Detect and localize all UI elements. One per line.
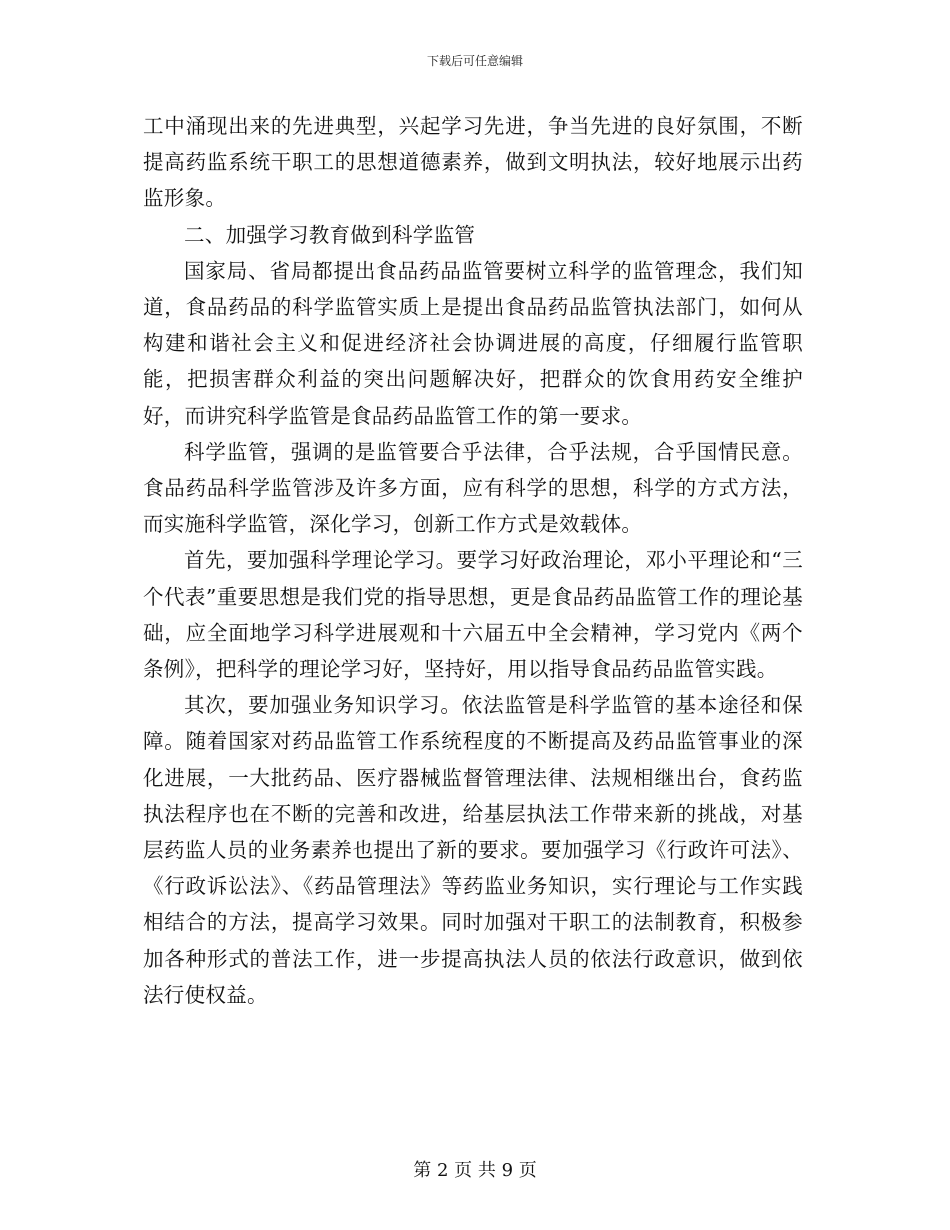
paragraph: 其次，要加强业务知识学习。依法监管是科学监管的基本途径和保障。随着国家对药品监管工作系统程度的不断提高及药品监管事业的深化进展，一大批药品、医疗器械监督管理法律、法规相继出台，食药监执法程序也在不断的完善和改进，给基层执法工作带来新的挑战，对基层药监人员的业务素养也提出了新的要求。要加强学习《行政许可法》、《行政诉讼法》、《药品管理法》等药监业务知识，实行理论与工作实践相结合的方法，提高学习效果。同时加强对干职工的法制教育，积极参加各种形式的普法工作，进一步提高执法人员的依法行政意识，做到依法行使权益。 xyxy=(143,693,803,1007)
paragraph: 首先，要加强科学理论学习。要学习好政治理论，邓小平理论和“三个代表”重要思想是我们党的指导思想，更是食品药品监管工作的理论基础，应全面地学习科学进展观和十六届五中全会精神，学习党内《两个条例》，把科学的理论学习好，坚持好，用以指导食品药品监管实践。 xyxy=(143,548,803,682)
paragraph: 科学监管，强调的是监管要合乎法律，合乎法规，合乎国情民意。食品药品科学监管涉及许多方面，应有科学的思想，科学的方式方法，而实施科学监管，深化学习，创新工作方式是效载体。 xyxy=(143,439,803,537)
page-number: 第 2 页 共 9 页 xyxy=(413,1160,537,1181)
paragraph: 国家局、省局都提出食品药品监管要树立科学的监管理念，我们知道，食品药品的科学监管实质上是提出食品药品监管执法部门，如何从构建和谐社会主义和促进经济社会协调进展的高度，仔细履行监管职能，把损害群众利益的突出问题解决好，把群众的饮食用药安全维护好，而讲究科学监管是食品药品监管工作的第一要求。 xyxy=(143,258,803,428)
section-heading: 二、加强学习教育做到科学监管 xyxy=(184,222,476,247)
paragraph-continuation: 工中涌现出来的先进典型，兴起学习先进，争当先进的良好氛围，不断提高药监系统干职工的思想道德素养，做到文明执法，较好地展示出药监形象。 xyxy=(143,114,803,211)
document-body xyxy=(143,108,803,1013)
page-header: 下载后可任意编辑 xyxy=(426,54,523,68)
